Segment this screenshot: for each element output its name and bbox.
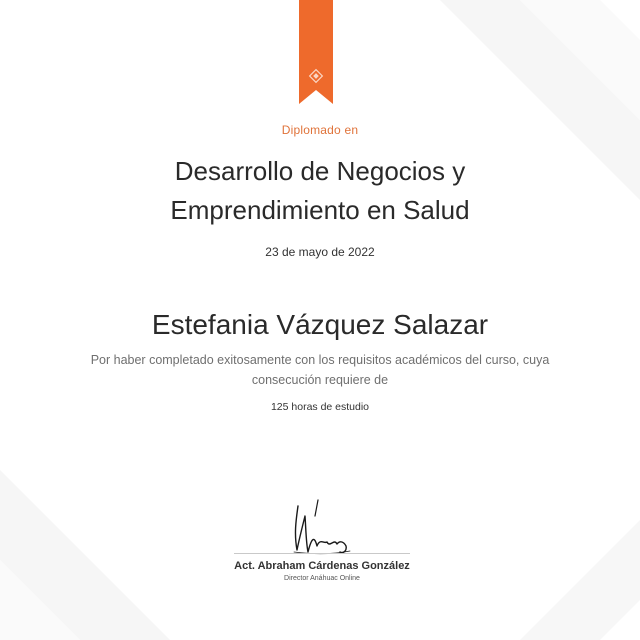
title-line-1: Desarrollo de Negocios y — [174, 156, 466, 186]
signature-image — [280, 494, 360, 560]
signatory-role: Director Anáhuac Online — [284, 575, 360, 582]
reason-line-2: consecución requiere de — [251, 373, 389, 387]
title-line-2: Emprendimiento en Salud — [170, 195, 470, 225]
reason-line-1: Por haber completado exitosamente con los requisitos académicos del curso, cuya — [90, 353, 550, 367]
completion-reason — [80, 350, 560, 390]
certificate-subtitle: Diplomado en — [281, 123, 359, 137]
signatory-name: Act. Abraham Cárdenas González — [234, 560, 410, 572]
certificate-date: 23 de mayo de 2022 — [265, 245, 375, 259]
signature-line — [234, 553, 410, 554]
recipient-name: Estefania Vázquez Salazar — [151, 309, 489, 340]
study-hours: 125 horas de estudio — [270, 401, 370, 413]
ribbon-icon — [299, 0, 333, 104]
certificate-title — [0, 152, 640, 230]
